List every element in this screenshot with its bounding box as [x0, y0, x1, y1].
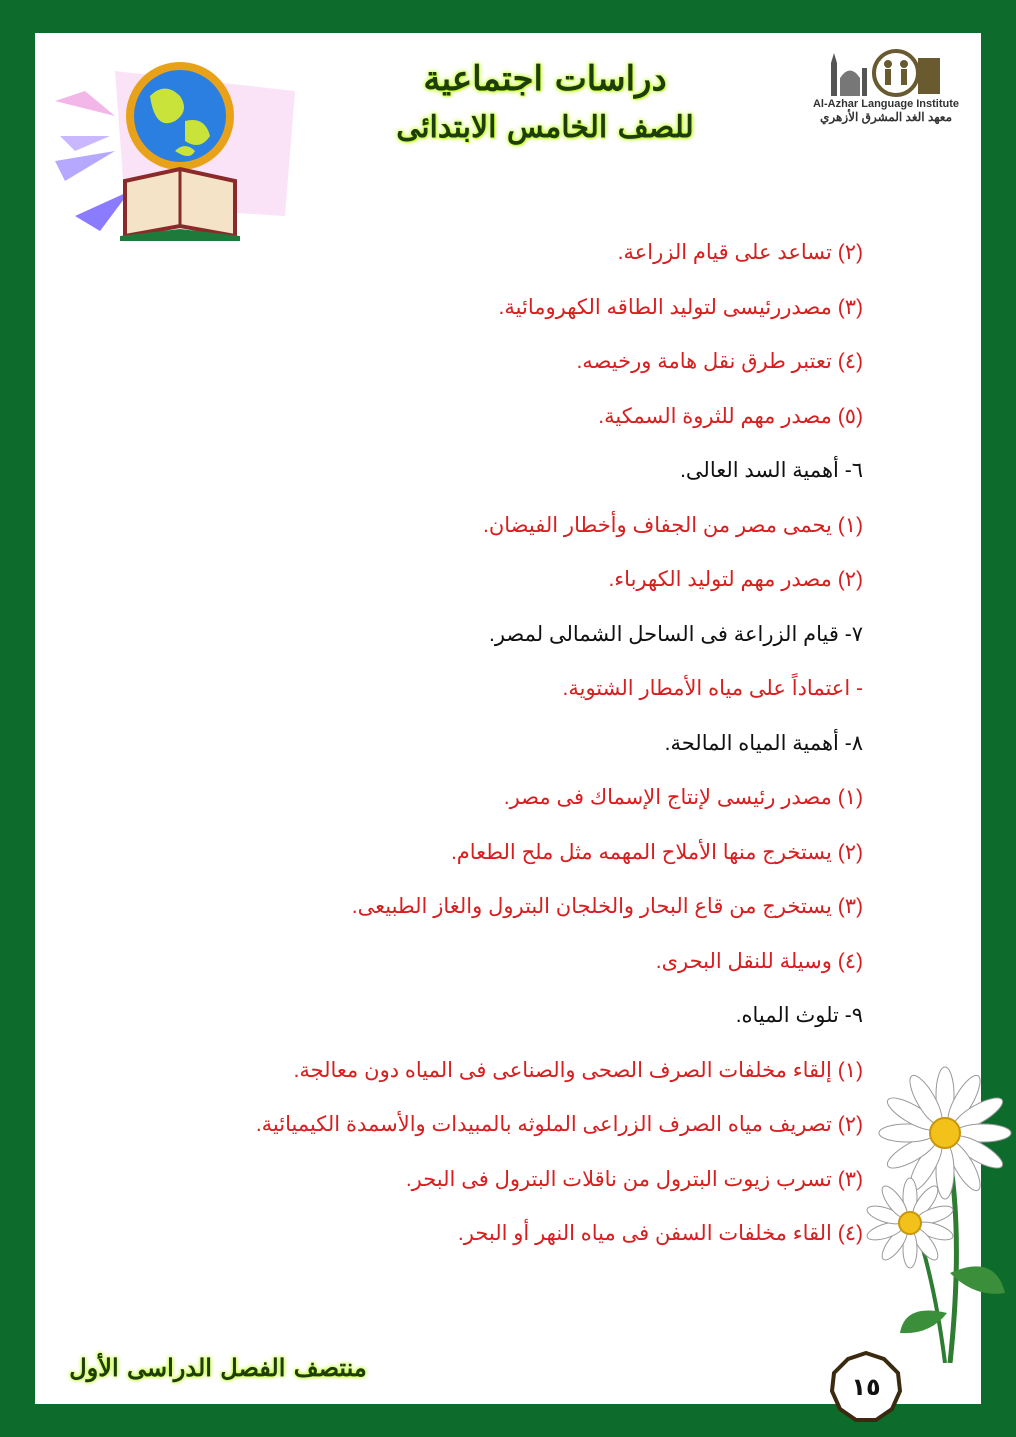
question-heading: ٨- أهمية المياه المالحة. — [664, 731, 863, 755]
logo-text-en: Al-Azhar Language Institute — [812, 98, 960, 110]
footer-title: منتصف الفصل الدراسى الأول — [69, 1353, 367, 1382]
question-heading: ٩- تلوث المياه. — [735, 1004, 863, 1027]
list-item: (٣) تسرب زيوت البترول من ناقلات البترول فى البحر. — [405, 1167, 863, 1191]
header-title — [335, 53, 755, 151]
list-item: (٢) يستخرج منها الأملاح المهمه مثل ملح الطعام. — [450, 840, 863, 864]
institute-logo — [811, 48, 961, 138]
list-item: (٤) وسيلة للنقل البحرى. — [655, 949, 863, 973]
globe-book-icon — [55, 41, 305, 241]
question-heading: ٦- أهمية السد العالى. — [680, 459, 863, 482]
list-item: (٤) تعتبر طرق نقل هامة ورخيصه. — [576, 350, 863, 373]
list-item: - اعتماداً على مياه الأمطار الشتوية. — [562, 677, 863, 700]
list-item: (٥) مصدر مهم للثروة السمكية. — [598, 404, 863, 428]
list-item: (١) مصدر رئيسى لإنتاج الإسماك فى مصر. — [503, 786, 863, 809]
page-number: ١٥ — [851, 1373, 881, 1401]
title-line-1: دراسات اجتماعية — [423, 59, 667, 99]
daisy-flower-icon — [855, 1063, 1015, 1363]
list-item: (٣) مصدررئيسى لتوليد الطاقه الكهرومائية. — [498, 295, 863, 319]
content-lines — [103, 226, 863, 1262]
question-heading: ٧- قيام الزراعة فى الساحل الشمالى لمصر. — [488, 622, 863, 646]
list-item: (٣) يستخرج من قاع البحار والخلجان البترول والغاز الطبيعى. — [351, 895, 863, 918]
page — [35, 33, 981, 1404]
mosque-family-icon — [826, 48, 946, 98]
list-item: (١) إلقاء مخلفات الصرف الصحى والصناعى فى المياه دون معالجة. — [293, 1058, 863, 1082]
list-item: (٢) تصريف مياه الصرف الزراعى الملوثه بالمبيدات والأسمدة الكيميائية. — [255, 1113, 863, 1136]
title-line-2: للصف الخامس الابتدائى — [396, 110, 694, 145]
page-number-badge — [830, 1351, 902, 1423]
list-item: (١) يحمى مصر من الجفاف وأخطار الفيضان. — [483, 513, 863, 537]
list-item: (٢) مصدر مهم لتوليد الكهرباء. — [608, 568, 863, 591]
list-item: (٢) تساعد على قيام الزراعة. — [617, 241, 863, 264]
list-item: (٤) القاء مخلفات السفن فى مياه النهر أو البحر. — [457, 1222, 863, 1245]
logo-text-ar: معهد الغد المشرق الأزهري — [819, 110, 952, 124]
